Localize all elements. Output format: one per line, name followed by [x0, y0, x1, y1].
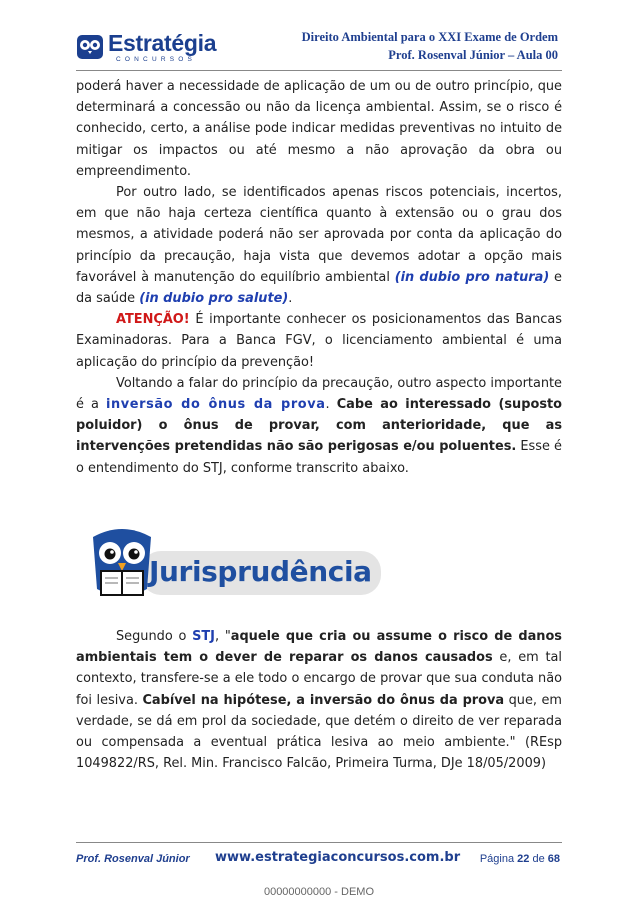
attention-label: ATENÇÃO!	[116, 312, 190, 328]
paragraph-4	[76, 373, 562, 479]
logo-subtitle: CONCURSOS	[116, 56, 197, 63]
paragraph-5-bold-1: aquele que cria ou assume o risco de danos ambientais tem o dever de reparar os danos causados	[76, 629, 562, 666]
page-mid: de	[529, 853, 548, 865]
demo-watermark: 00000000000 - DEMO	[263, 886, 375, 898]
paragraph-2-join: e da saúde	[76, 269, 562, 307]
paragraph-4-sep: .	[325, 397, 337, 413]
paragraph-5-bold-2: Cabível na hipótese, a inversão do ônus da prova	[142, 692, 505, 708]
header-divider	[76, 70, 562, 71]
paragraph-4-end: Esse é o entendimento do STJ, conforme transcrito abaixo.	[76, 439, 562, 476]
footer-page-number	[480, 853, 560, 865]
paragraph-5-end: que, em verdade, se dá em prol da sociedade, que detém o direito de ver reparada ou compensada a eventual prática lesiva ao meio ambiente." (REsp 1049822/RS, Rel. Min. Francisco Falcão, Primeira Turma, DJe 18/05/2009)	[76, 692, 562, 772]
stj-label: STJ	[192, 629, 215, 644]
paragraph-2	[76, 182, 562, 309]
course-title: Direito Ambiental para o XXI Exame de Ordem	[301, 30, 558, 44]
paragraph-5-text: Segundo o	[116, 629, 193, 644]
page-prefix: Página	[479, 853, 518, 865]
owl-logo-icon	[76, 32, 104, 60]
paragraph-5	[76, 626, 562, 774]
course-subtitle: Prof. Rosenval Júnior – Aula 00	[388, 48, 558, 62]
paragraph-2-text: Por outro lado, se identificados apenas riscos potenciais, incertos, em que não haja certeza científica quanto à extensão ou o grau dos mesmos, a atividade poderá não ser aprovada por conta da aplicação do princípio da precaução, haja vista que devemos adotar a opção mais favorável à manutenção do equilíbrio ambiental	[76, 185, 562, 285]
body-text-upper	[76, 76, 562, 479]
inversao-onus-prova: inversão do ônus da prova	[105, 397, 326, 413]
footer-author: Prof. Rosenval Júnior	[76, 853, 190, 865]
page-total: 68	[547, 853, 560, 865]
paragraph-4-bold: Cabe ao interessado (suposto poluidor) o ônus de provar, com anterioridade, que as intervenções pretendidas não são perigosas e/ou poluentes.	[76, 397, 563, 455]
paragraph-4-text: Voltando a falar do princípio da precaução, outro aspecto importante é a	[76, 375, 562, 413]
paragraph-1: poderá haver a necessidade de aplicação de um ou de outro princípio, que determinará a concessão ou não da licença ambiental. Assim, se o risco é conhecido, certo, a análise pode indicar medidas preventivas no intuito de mitigar os impactos ou até mesmo a não aprovação da obra ou empreendimento.	[76, 79, 562, 179]
paragraph-2-end: .	[288, 291, 293, 307]
in-dubio-pro-natura: (in dubio pro natura)	[394, 269, 550, 285]
footer-divider	[76, 842, 562, 843]
footer-website-link[interactable]: www.estrategiaconcursos.com.br	[215, 850, 461, 865]
paragraph-5-middle: e, em tal contexto, transfere-se a ele todo o encargo de provar que sua conduta não foi lesiva.	[76, 650, 562, 708]
page-header	[302, 28, 558, 64]
paragraph-3	[76, 309, 562, 373]
estrategia-logo	[76, 30, 236, 64]
jurisprudencia-label: Jurisprudência	[149, 555, 372, 588]
paragraph-3-text: É importante conhecer os posicionamentos das Bancas Examinadoras. Para a Banca FGV, o licenciamento ambiental é uma aplicação do princípio da prevenção!	[76, 312, 562, 370]
jurisprudencia-banner	[87, 527, 387, 602]
page-current: 22	[517, 853, 530, 865]
body-text-lower	[76, 626, 562, 774]
in-dubio-pro-salute: (in dubio pro salute)	[139, 291, 289, 307]
owl-reading-icon	[87, 527, 157, 602]
logo-name: Estratégia	[108, 30, 217, 56]
paragraph-5-sep: , "	[214, 629, 231, 644]
